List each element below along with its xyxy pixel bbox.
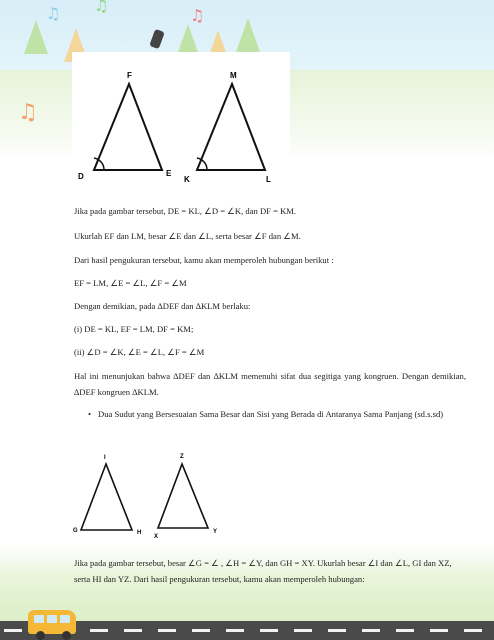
bullet-item: Dua Sudut yang Bersesuaian Sama Besar dan Sisi yang Berada di Antaranya Sama Panjang (sd.s.sd) bbox=[98, 409, 444, 419]
bullet-icon: • bbox=[88, 409, 92, 419]
bus-icon bbox=[28, 610, 76, 634]
vertex-label-y: Y bbox=[213, 529, 218, 535]
paragraph: (i) DE = KL, EF = LM, DF = KM; bbox=[74, 324, 194, 334]
road-dash bbox=[328, 629, 346, 632]
triangle-klm bbox=[197, 84, 265, 170]
music-note-icon: ♫ bbox=[190, 6, 205, 25]
vertex-label-m: M bbox=[230, 71, 237, 80]
paragraph: Hal ini menunjukan bahwa ∆DEF dan ∆KLM memenuhi sifat dua segitiga yang kongruen. Dengan demikian, ∆DEF kongruen ∆KLM. bbox=[74, 371, 466, 397]
bus-window bbox=[47, 615, 57, 623]
vertex-label-i: I bbox=[104, 455, 106, 461]
paragraph: Jika pada gambar tersebut, besar ∠G = ∠ , ∠H = ∠Y, dan GH = XY. Ukurlah besar ∠I dan ∠L, GI dan XZ, serta HI dan YZ. Dari hasil pengukuran tersebut, kamu akan memperoleh hubungan: bbox=[74, 558, 452, 584]
road-dash bbox=[362, 629, 380, 632]
vertex-label-f: F bbox=[127, 71, 132, 80]
paragraph: EF = LM, ∠E = ∠L, ∠F = ∠M bbox=[74, 278, 187, 288]
triangles-def-klm-figure bbox=[72, 52, 290, 194]
road-dash bbox=[192, 629, 210, 632]
paragraph: Ukurlah EF dan LM, besar ∠E dan ∠L, serta besar ∠F dan ∠M. bbox=[74, 231, 301, 241]
tree-decoration bbox=[236, 18, 260, 52]
vertex-label-g: G bbox=[73, 528, 78, 534]
road-dash bbox=[294, 629, 312, 632]
triangle-ghi bbox=[81, 464, 132, 530]
triangle-def bbox=[94, 84, 162, 170]
road-dash bbox=[464, 629, 482, 632]
vertex-label-z: Z bbox=[180, 454, 184, 460]
music-note-icon: ♫ bbox=[46, 4, 61, 23]
paragraph: (ii) ∠D = ∠K, ∠E = ∠L, ∠F = ∠M bbox=[74, 347, 205, 357]
paragraph: Dengan demikian, pada ∆DEF dan ∆KLM berlaku: bbox=[74, 301, 251, 311]
road-dash bbox=[226, 629, 244, 632]
bus-window bbox=[34, 615, 44, 623]
paragraph: Dari hasil pengukuran tersebut, kamu akan memperoleh hubungan berikut : bbox=[74, 255, 334, 265]
vertex-label-x: X bbox=[154, 534, 159, 540]
vertex-label-k: K bbox=[184, 175, 190, 184]
bus-window bbox=[60, 615, 70, 623]
road-dash bbox=[90, 629, 108, 632]
triangle-xyz bbox=[158, 464, 208, 528]
road-dash bbox=[396, 629, 414, 632]
music-note-icon: ♫ bbox=[18, 100, 38, 125]
road-dash bbox=[430, 629, 448, 632]
paragraph: Jika pada gambar tersebut, DE = KL, ∠D = ∠K, dan DF = KM. bbox=[74, 206, 297, 216]
bus-wheel bbox=[36, 631, 45, 640]
vertex-label-d: D bbox=[78, 172, 84, 181]
vertex-label-e: E bbox=[166, 169, 172, 178]
vertex-label-h: H bbox=[137, 530, 142, 536]
vertex-label-l: L bbox=[266, 175, 271, 184]
road-dash bbox=[124, 629, 142, 632]
music-note-icon: ♫ bbox=[94, 0, 109, 15]
road-dash bbox=[4, 629, 22, 632]
triangles-ghi-xyz-figure bbox=[70, 448, 230, 544]
road-dash bbox=[158, 629, 176, 632]
tree-decoration bbox=[24, 20, 48, 54]
bus-wheel bbox=[62, 631, 71, 640]
road-dash bbox=[260, 629, 278, 632]
